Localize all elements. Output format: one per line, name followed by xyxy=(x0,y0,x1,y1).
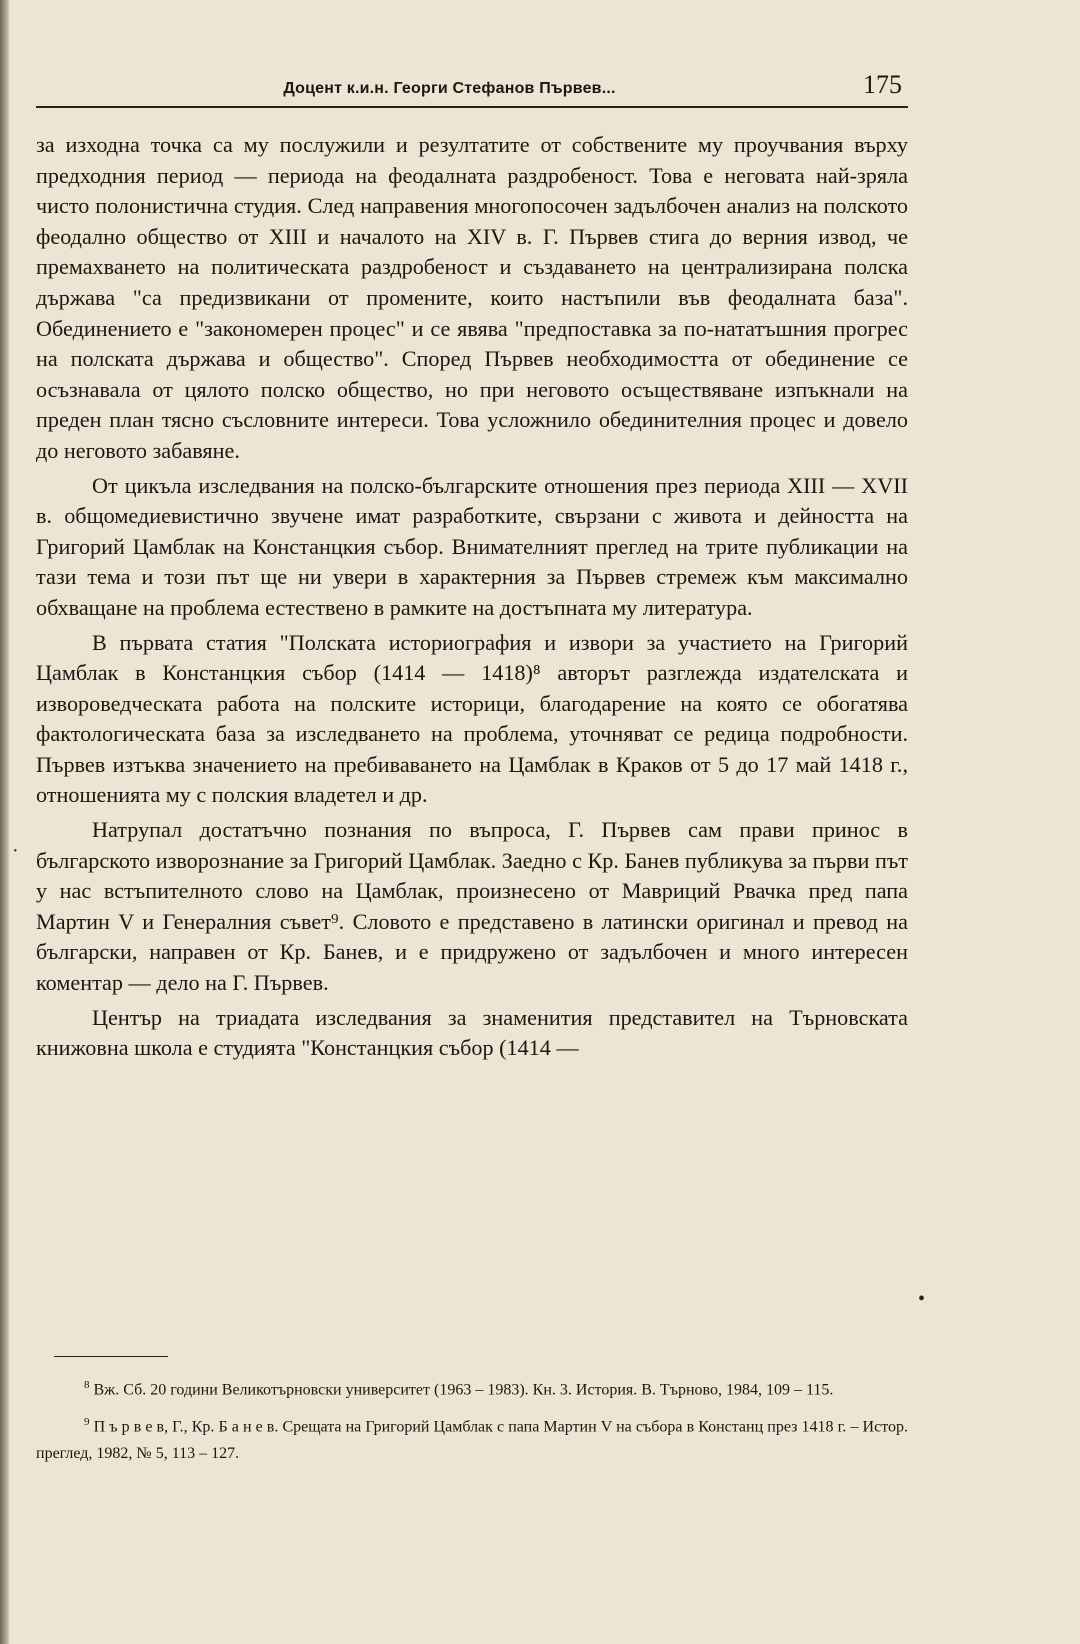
page-number: 175 xyxy=(863,70,902,99)
paragraph-2: От цикъла изследвания на полско-българските отношения през периода XIII — XVII в. общомедиевистично звучене имат разработките, свързани с живота и дейността на Григорий Цамблак на Констанцкия събор. Внимателният преглед на трите публикации на тази тема и този път ще ни увери в характерния за Първев стремеж към максимално обхващане на проблема естествено в рамките на достъпната му литература. xyxy=(36,472,908,620)
book-page xyxy=(36,60,908,1064)
footnote-text: Вж. Сб. 20 години Великотърновски университет (1963 – 1983). Кн. 3. История. В. Търново, 1984, 109 – 115. xyxy=(93,1381,834,1399)
margin-mark: • xyxy=(918,1288,926,1310)
book-binding-edge xyxy=(0,0,10,1644)
margin-mark: · xyxy=(12,840,19,862)
paragraph-3: В първата статия "Полската историография и извори за участието на Григорий Цамблак в Констанцкия събор (1414 — 1418)⁸ авторът разглежда издателската и извороведческата работа на полските историци, благодарение на която се обогатява фактологическата база за изследването на проблема, уточняват се редица подробности. Първев изтъква значението на пребиваването на Цамблак в Краков от 5 до 17 май 1418 г., отношенията му с полския владетел и др. xyxy=(36,629,908,808)
body-text xyxy=(36,130,908,1064)
paragraph-5: Център на триадата изследвания за знаменития представител на Търновската книжовна школа е студията "Констанцкия събор (1414 — xyxy=(36,1004,908,1061)
footnote-mark: 9 xyxy=(84,1416,90,1429)
footnotes xyxy=(36,1372,908,1473)
footnote-separator xyxy=(54,1356,168,1357)
footnote-text: П ъ р в е в, Г., Кр. Б а н е в. Срещата на Григорий Цамблак с папа Мартин V на събора в Констанц през 1418 г. – Истор. преглед, 1982, № 5, 113 – 127. xyxy=(36,1418,908,1462)
running-header xyxy=(36,60,908,108)
paragraph-4: Натрупал достатъчно познания по въпроса, Г. Първев сам прави принос в българското изворознание за Григорий Цамблак. Заедно с Кр. Банев публикува за първи път у нас встъпителното слово на Цамблак, произнесено от Мавриций Рвачка пред папа Мартин V и Генералния съвет⁹. Словото е представено в латински оригинал и превод на български, направен от Кр. Банев, и е придружено от задълбочен и много интересен коментар — дело на Г. Първев. xyxy=(36,817,908,996)
footnote-mark: 8 xyxy=(84,1379,90,1391)
paragraph-1: за изходна точка са му послужили и резултатите от собствените му проучвания върху предходния период — периода на феодалната раздробеност. Това е неговата най-зряла чисто полонистична студия. След направения многопосочен задълбочен анализ на полското феодално общество от XIII и началото на XIV в. Г. Първев стига до верния извод, че премахването на политическата раздробеност и създаването на централизирана полска държава "са предизвикани от промените, които настъпили във феодалната база". Обединението е "закономерен процес" и се явява "предпоставка за по-нататъшния прогрес на полската държава и общество". Според Първев необходимостта от обединение се осъзнавала от цялото полско общество, но при неговото осъществяване изпъкнали на преден план тясно съсловните интереси. Това усложнило обединителния процес и довело до неговото забавяне. xyxy=(36,132,908,463)
running-title: Доцент к.и.н. Георги Стефанов Първев... xyxy=(283,80,616,97)
footnote-8 xyxy=(36,1372,908,1403)
footnote-9 xyxy=(36,1409,908,1466)
